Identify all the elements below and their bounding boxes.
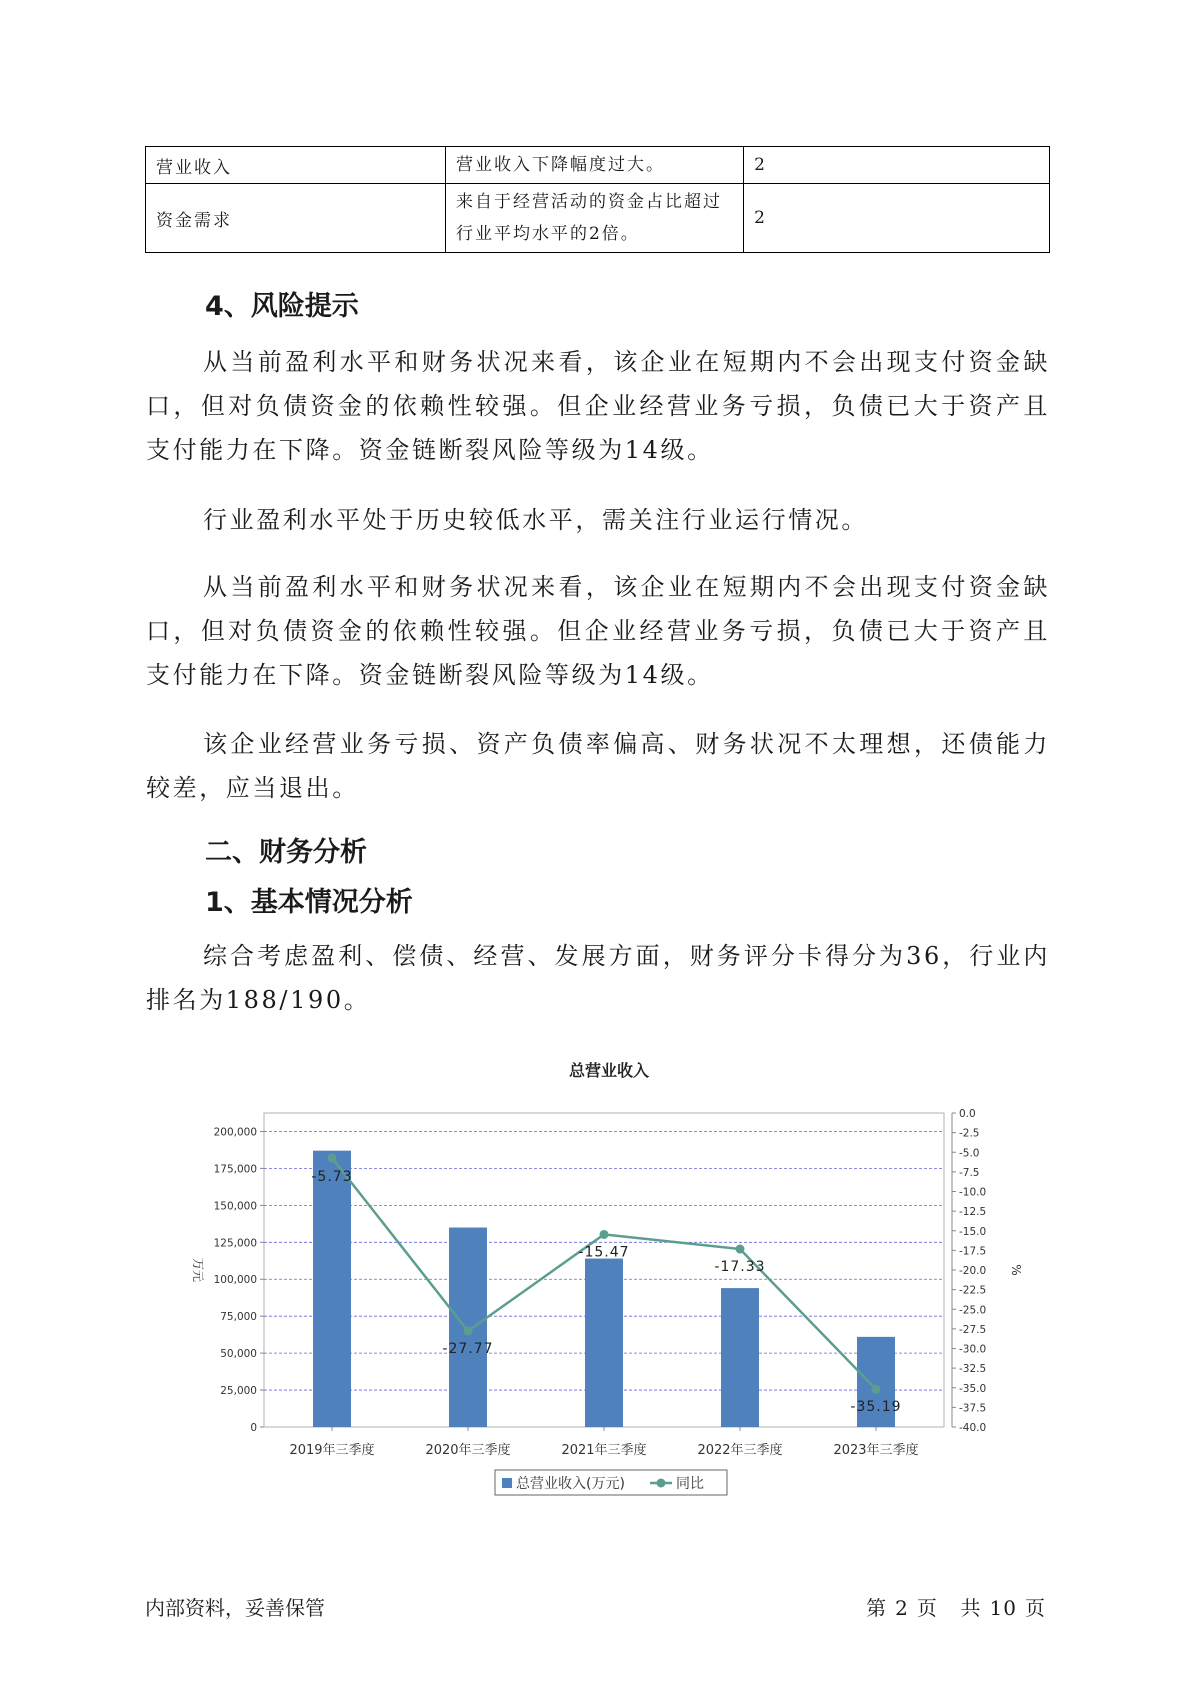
table-row: [146, 147, 1050, 184]
y-right-tick-label: -20.0: [959, 1265, 987, 1277]
y-right-tick-label: -27.5: [959, 1323, 987, 1336]
y-left-tick-label: 200,000: [213, 1126, 257, 1139]
x-tick-label: 2019年三季度: [289, 1443, 375, 1458]
footer-page-number: [862, 1592, 1050, 1621]
legend-line-marker: [657, 1479, 666, 1488]
y-right-tick-label: 0.0: [959, 1108, 976, 1120]
bar: [721, 1288, 759, 1427]
yoy-data-label: -35.19: [850, 1399, 902, 1416]
footer-confidential-note: 内部资料，妥善保管: [145, 1596, 325, 1620]
paragraph: 行业盈利水平处于历史较低水平，需关注行业运行情况。: [203, 506, 868, 534]
paragraph: 从当前盈利水平和财务状况来看，该企业在短期内不会出现支付资金缺口，但对负债资金的依赖性较强。但企业经营业务亏损，负债已大于资产且支付能力在下降。资金链断裂风险等级为14级。: [146, 348, 1050, 464]
page-number: 2: [895, 1596, 909, 1620]
y-right-tick-label: -35.0: [959, 1382, 987, 1395]
y-left-tick-label: 75,000: [220, 1311, 257, 1324]
chart-title: 总营业收入: [568, 1061, 650, 1080]
paragraph: 该企业经营业务亏损、资产负债率偏高、财务状况不太理想，还债能力较差，应当退出。: [146, 730, 1050, 802]
x-tick-label: 2023年三季度: [833, 1443, 919, 1458]
y-right-tick-label: -5.0: [959, 1147, 980, 1160]
total-prefix: 共: [960, 1596, 982, 1620]
table-cell-description: 营业收入下降幅度过大。: [445, 147, 743, 184]
risk-indicator-table: [145, 146, 1050, 253]
y-right-axis-title: %: [1009, 1264, 1023, 1276]
yoy-point: [736, 1245, 745, 1254]
y-right-tick-label: -7.5: [959, 1166, 980, 1179]
bar: [313, 1151, 351, 1427]
x-tick-label: 2020年三季度: [425, 1443, 511, 1458]
y-right-tick-label: -30.0: [959, 1343, 987, 1356]
y-right-tick-label: -37.5: [959, 1402, 987, 1415]
y-right-tick-label: -25.0: [959, 1304, 987, 1317]
yoy-data-label: -27.77: [442, 1340, 494, 1357]
legend-bar-swatch: [502, 1478, 512, 1488]
y-right-tick-label: -40.0: [959, 1422, 987, 1434]
paragraph: 从当前盈利水平和财务状况来看，该企业在短期内不会出现支付资金缺口，但对负债资金的依赖性较强。但企业经营业务亏损，负债已大于资产且支付能力在下降。资金链断裂风险等级为14级。: [146, 573, 1050, 689]
y-right-tick-label: -10.0: [959, 1186, 987, 1199]
table-cell-score: 2: [744, 147, 1050, 184]
y-right-tick-label: -2.5: [959, 1127, 980, 1140]
y-left-tick-label: 50,000: [220, 1348, 257, 1361]
y-left-tick-label: 100,000: [213, 1274, 257, 1287]
y-left-tick-label: 175,000: [213, 1163, 257, 1176]
risk-warning-heading: 4、风险提示: [205, 291, 359, 322]
y-left-axis-title: 万元: [191, 1257, 205, 1283]
yoy-data-label: -5.73: [311, 1168, 353, 1185]
y-right-tick-label: -12.5: [959, 1206, 987, 1219]
total-pages: 10: [989, 1596, 1017, 1620]
y-right-tick-label: -32.5: [959, 1363, 987, 1376]
y-left-tick-label: 125,000: [213, 1237, 257, 1250]
yoy-point: [464, 1326, 473, 1335]
y-right-tick-label: -17.5: [959, 1245, 987, 1258]
basic-analysis-heading: 1、基本情况分析: [205, 887, 413, 918]
yoy-data-label: -17.33: [714, 1259, 766, 1276]
table-cell-score: 2: [744, 184, 1050, 253]
x-tick-label: 2022年三季度: [697, 1443, 783, 1458]
y-left-tick-label: 25,000: [220, 1385, 257, 1398]
yoy-point: [328, 1153, 337, 1162]
legend-bar-label: 总营业收入(万元): [516, 1476, 625, 1492]
table-cell-description: 来自于经营活动的资金占比超过行业平均水平的2倍。: [445, 184, 743, 253]
yoy-data-label: -15.47: [578, 1244, 630, 1261]
financial-analysis-heading: 二、财务分析: [205, 837, 367, 868]
y-right-tick-label: -22.5: [959, 1284, 987, 1297]
yoy-point: [600, 1230, 609, 1239]
page-prefix: 第: [866, 1596, 888, 1620]
table-cell-item: 资金需求: [146, 184, 446, 253]
y-left-tick-label: 150,000: [213, 1200, 257, 1213]
table-row: [146, 184, 1050, 253]
paragraph: 综合考虑盈利、偿债、经营、发展方面，财务评分卡得分为36，行业内排名为188/190。: [146, 942, 1050, 1014]
yoy-point: [872, 1385, 881, 1394]
table-cell-item: 营业收入: [146, 147, 446, 184]
revenue-chart-svg: [180, 1045, 1040, 1505]
total-unit: 页: [1025, 1596, 1046, 1620]
bar: [585, 1259, 623, 1427]
legend-line-label: 同比: [676, 1476, 704, 1492]
y-right-tick-label: -15.0: [959, 1225, 987, 1238]
x-tick-label: 2021年三季度: [561, 1443, 647, 1458]
y-left-tick-label: 0: [250, 1422, 257, 1434]
revenue-chart: [180, 1045, 1040, 1505]
page-unit: 页: [916, 1596, 938, 1620]
